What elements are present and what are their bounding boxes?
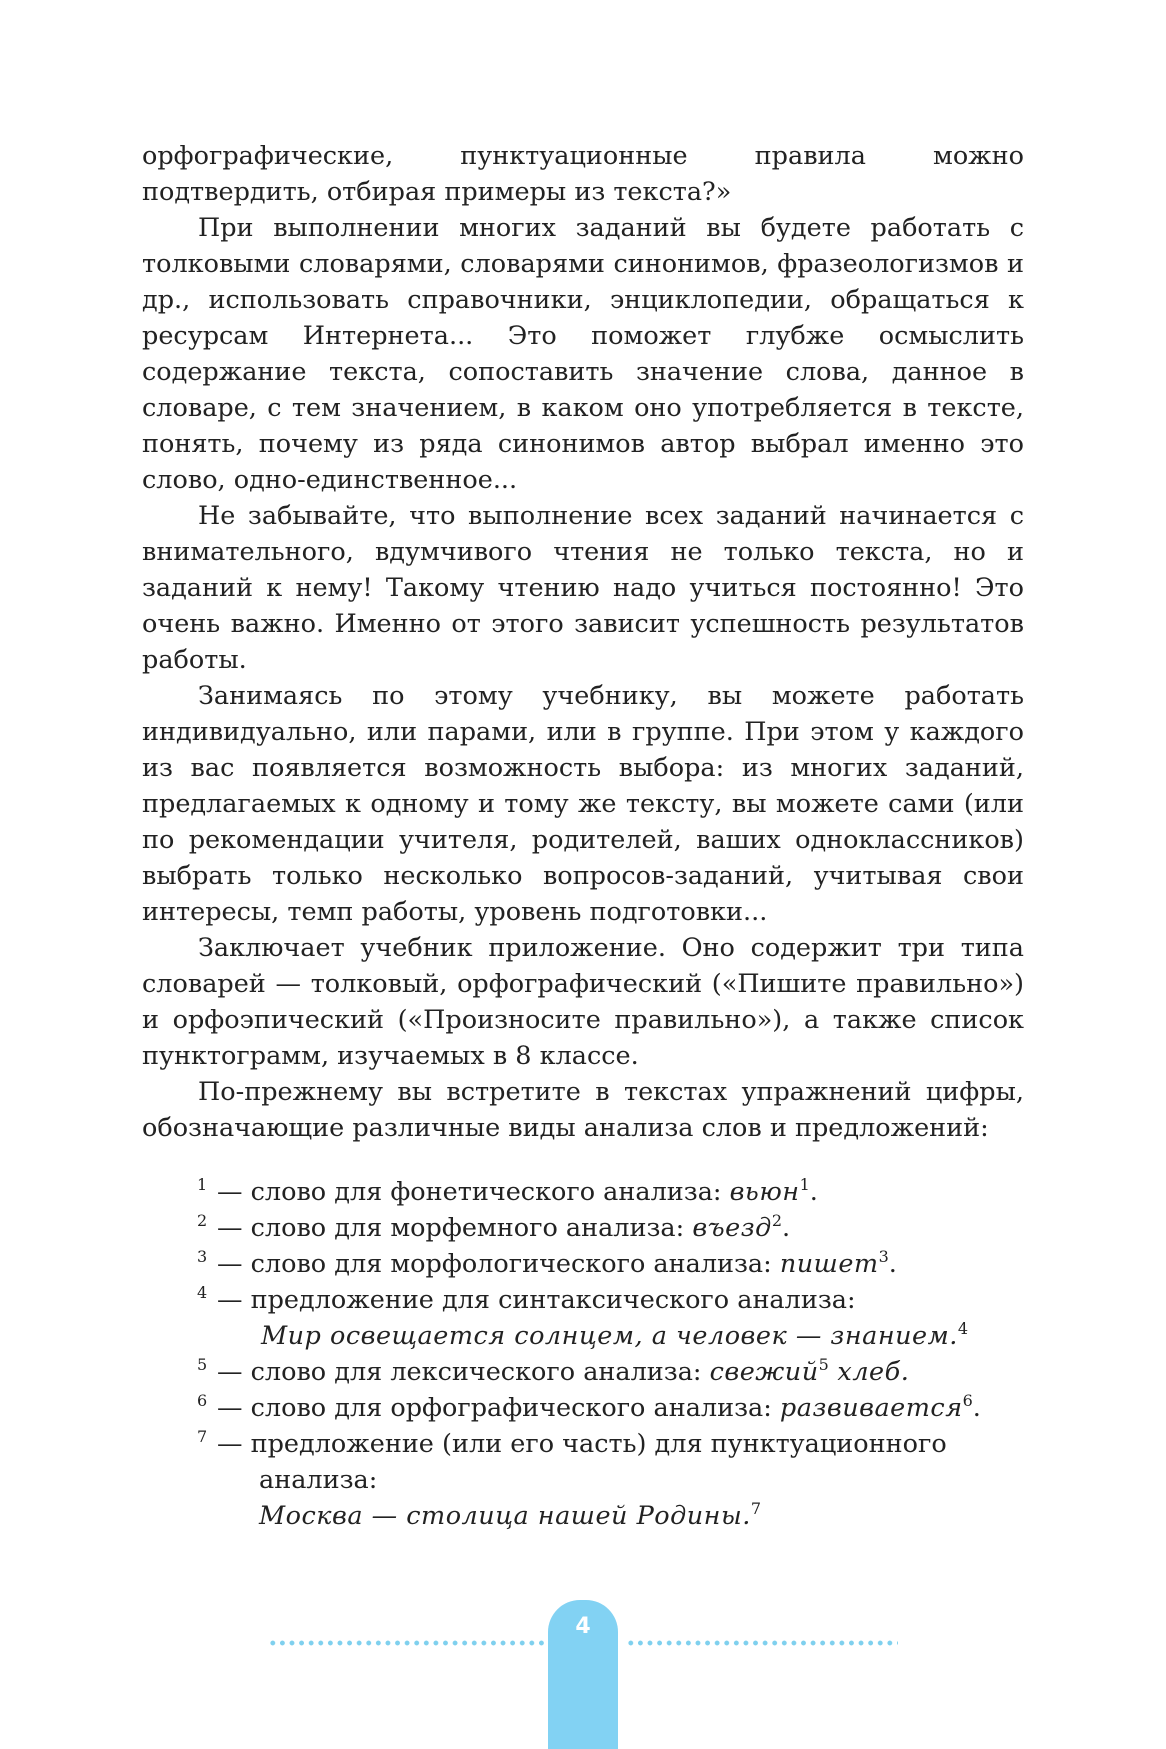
legend-text: — слово для орфографического анализа: — [217, 1393, 780, 1423]
page-footer — [0, 1600, 1166, 1749]
legend-text: — слово для морфемного анализа: — [217, 1213, 693, 1243]
paragraph: Не забывайте, что выполнение всех заданий начинается с внимательного, вдумчивого чтения не только текста, но и заданий к нему! Такому чтению надо учиться постоянно! Это очень важно. Именно от этого зависит успешность результатов работы. — [142, 501, 1024, 675]
legend-example: свежий — [709, 1357, 819, 1387]
legend-mark: 1 — [799, 1175, 810, 1194]
legend-tail: . — [972, 1393, 981, 1423]
legend-text: — слово для морфологического анализа: — [217, 1249, 780, 1279]
legend-text: — предложение для синтаксического анализа: — [217, 1285, 856, 1315]
legend-tail: . — [809, 1177, 818, 1207]
legend-mark: 4 — [957, 1319, 969, 1338]
paragraph: Заключает учебник приложение. Оно содержит три типа словарей — толковый, орфографический («Пишите правильно») и орфоэпический («Произносите правильно»), а также список пунктограмм, изучаемых в 8 классе. — [142, 933, 1024, 1071]
analysis-legend — [142, 1174, 1024, 1534]
legend-tail: . — [888, 1249, 897, 1279]
legend-text: — предложение (или его часть) для пунктуационного — [217, 1429, 947, 1459]
legend-item-phonetic: 1 — слово для фонетического анализа: вьюн$^1$. — [197, 1175, 818, 1207]
legend-mark: 3 — [878, 1247, 889, 1266]
legend-example-after: хлеб. — [828, 1357, 910, 1387]
legend-item-punctuation: 7 — предложение (или его часть) для пунктуационного — [197, 1427, 947, 1459]
page-content — [142, 138, 1024, 1534]
legend-example: Москва — столица нашей Родины. — [259, 1501, 751, 1531]
legend-tail: . — [782, 1213, 791, 1243]
legend-text-continued: анализа: — [259, 1465, 378, 1495]
legend-example: въезд — [692, 1213, 772, 1243]
dotted-rule-left — [268, 1640, 544, 1646]
legend-item-morphemic: 2 — слово для морфемного анализа: въезд$^2$. — [197, 1211, 791, 1243]
legend-item-lexical: 5 — слово для лексического анализа: свежий$^5$ хлеб. — [197, 1355, 910, 1387]
legend-item-punctuation-cont — [197, 1462, 1024, 1498]
paragraph: По-прежнему вы встретите в текстах упражнений цифры, обозначающие различные виды анализа слов и предложений: — [142, 1077, 1024, 1143]
legend-text: — слово для фонетического анализа: — [217, 1177, 730, 1207]
legend-mark: 2 — [771, 1211, 782, 1230]
legend-item-orthographic: 6 — слово для орфографического анализа: развивается$^6$. — [197, 1391, 981, 1423]
legend-item-morphological: 3 — слово для морфологического анализа: пишет$^3$. — [197, 1247, 897, 1279]
legend-example: Мир освещается солнцем, а человек — знанием. — [261, 1321, 958, 1351]
legend-example: развивается — [779, 1393, 963, 1423]
paragraph: орфографические, пунктуационные правила можно подтвердить, отбирая примеры из текста?» — [142, 141, 1024, 207]
dotted-rule-right — [626, 1640, 898, 1646]
paragraph: При выполнении многих заданий вы будете работать с толковыми словарями, словарями синонимов, фразеологизмов и др., использовать справочники, энциклопедии, обращаться к ресурсам Интернета... Это поможет глубже осмыслить содержание текста, сопоставить значение слова, данное в словаре, с тем значением, в каком оно употребляется в тексте, понять, почему из ряда синонимов автор выбрал именно это слово, одно-единственное... — [142, 213, 1024, 495]
legend-mark: 7 — [750, 1499, 762, 1518]
legend-example: вьюн — [729, 1177, 800, 1207]
legend-mark: 6 — [962, 1391, 973, 1410]
page-number: 4 — [575, 1614, 591, 1639]
legend-mark: 5 — [818, 1355, 829, 1374]
legend-text: — слово для лексического анализа: — [217, 1357, 710, 1387]
legend-item-syntactic-example — [197, 1318, 1024, 1354]
legend-example: пишет — [779, 1249, 879, 1279]
legend-item-syntactic: 4 — предложение для синтаксического анализа: — [197, 1283, 856, 1315]
legend-item-punctuation-example — [197, 1498, 1024, 1534]
paragraph: Занимаясь по этому учебнику, вы можете работать индивидуально, или парами, или в группе. При этом у каждого из вас появляется возможность выбора: из многих заданий, предлагаемых к одному и тому же тексту, вы можете сами (или по рекомендации учителя, родителей, ваших одноклассников) выбрать только несколько вопросов-заданий, учитывая свои интересы, темп работы, уровень подготовки... — [142, 681, 1024, 927]
